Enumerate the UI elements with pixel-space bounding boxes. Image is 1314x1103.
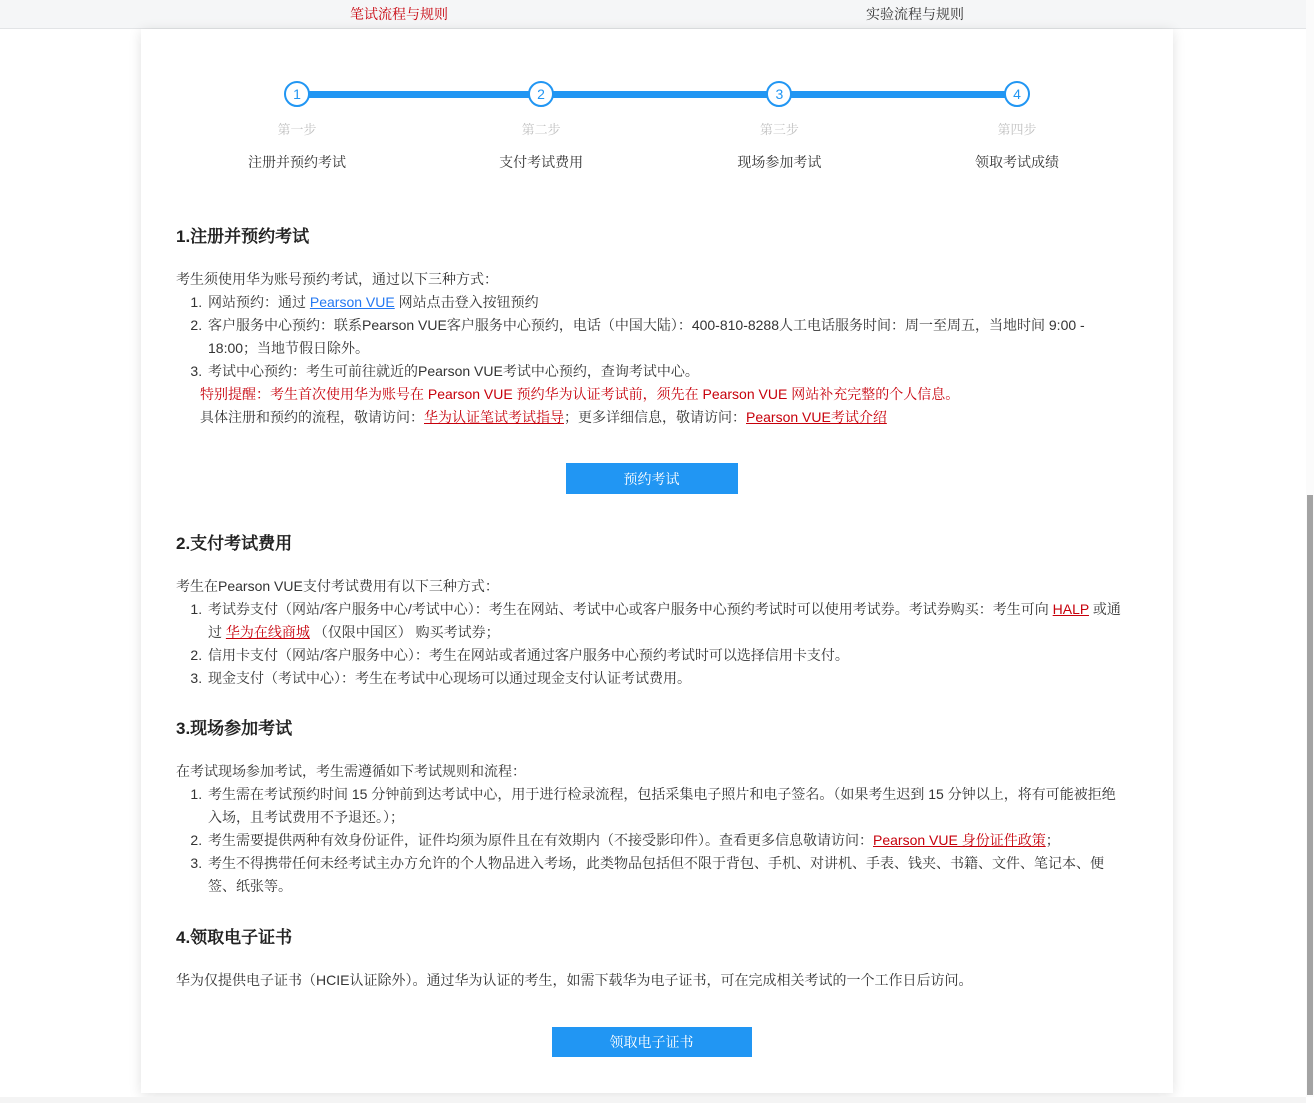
registration-guide-line: [176, 406, 1127, 429]
section3-intro: 在考试现场参加考试，考生需遵循如下考试规则和流程：: [176, 763, 526, 779]
book-exam-button[interactable]: 预约考试: [566, 463, 738, 494]
section3-item-prohibited-items: 3. 考生不得携带任何未经考试主办方允许的个人物品进入考场，此类物品包括但不限于背包、手机、对讲机、手表、钱夹、书籍、文件、笔记本、便签、纸张等。: [206, 852, 1127, 898]
pearson-vue-id-policy-link[interactable]: Pearson VUE 身份证件政策: [873, 832, 1046, 848]
section4-body: 华为仅提供电子证书（HCIE认证除外）。通过华为认证的考生，如需下载华为电子证书，可在完成相关考试的一个工作日后访问。: [176, 972, 973, 988]
step-4-label: 第四步: [997, 122, 1037, 137]
section3-item2-text: 考生需要提供两种有效身份证件，证件均须为原件且在有效期内（不接受影印件）。查看更多信息敬请访问：: [208, 832, 873, 848]
section2-item1-text-mid: 或通过: [208, 601, 1121, 640]
section3-heading: 3.现场参加考试: [176, 719, 293, 738]
section3-item2-text-post: ；: [1045, 832, 1060, 848]
step-1-circle: 1: [284, 81, 310, 107]
section4-heading: 4.领取电子证书: [176, 928, 293, 947]
section2-item-cash-payment: 3. 现金支付（考试中心）：考生在考试中心现场可以通过现金支付认证考试费用。: [206, 667, 1127, 690]
vertical-scrollbar-thumb[interactable]: [1307, 495, 1313, 1095]
step-1-label: 第一步: [277, 122, 317, 137]
exam-process-stepper: [248, 81, 1059, 196]
stepper-step-3: [689, 81, 869, 169]
step-4-circle: 4: [1004, 81, 1030, 107]
guide-text-pre: 具体注册和预约的流程，敬请访问：: [200, 409, 424, 425]
section2-intro: 考生在Pearson VUE支付考试费用有以下三种方式：: [176, 578, 499, 594]
section3-list: [176, 783, 1127, 898]
section2-item1-text: 考试券支付（网站/客户服务中心/考试中心）：考生在网站、考试中心或客户服务中心预约考试时可以使用考试券。考试券购买：考生可向: [208, 601, 1053, 617]
guide-text-mid: ；更多详细信息，敬请访问：: [564, 409, 746, 425]
step-3-circle: 3: [766, 81, 792, 107]
section3-item-id-requirement: [206, 829, 1127, 852]
step-3-name: 现场参加考试: [737, 154, 822, 170]
section1-heading: 1.注册并预约考试: [176, 227, 310, 246]
top-tab-bar: [0, 0, 1314, 29]
section2-list: [176, 598, 1127, 690]
horizontal-scrollbar-track[interactable]: [0, 1097, 1306, 1103]
get-ecertificate-button[interactable]: 领取电子证书: [552, 1027, 752, 1057]
step-4-name: 领取考试成绩: [975, 154, 1059, 170]
step-2-label: 第二步: [521, 122, 561, 137]
tab-lab-exam-rules[interactable]: 实验流程与规则: [866, 6, 964, 22]
written-exam-guide-link[interactable]: 华为认证笔试考试指导: [424, 409, 564, 425]
section1-item-website-booking: [206, 291, 1127, 314]
step-1-name: 注册并预约考试: [248, 154, 346, 170]
pearson-vue-exam-intro-link[interactable]: Pearson VUE考试介绍: [746, 409, 887, 425]
section2-item-credit-card-payment: 2. 信用卡支付（网站/客户服务中心）：考生在网站或者通过客户服务中心预约考试时可以选择信用卡支付。: [206, 644, 1127, 667]
section1-item-service-center-booking: 2. 客户服务中心预约：联系Pearson VUE客户服务中心预约，电话（中国大陆）：400-810-8288人工电话服务时间：周一至周五，当地时间 9:00 - 18:00；当地节假日除外。: [206, 314, 1127, 360]
step-2-name: 支付考试费用: [499, 154, 584, 170]
section1-intro: 考生须使用华为账号预约考试，通过以下三种方式：: [176, 271, 498, 287]
section2-item-voucher-payment: [206, 598, 1127, 644]
section1-list: [176, 291, 1127, 383]
stepper-step-2: [451, 81, 631, 169]
huawei-online-store-link[interactable]: 华为在线商城: [225, 624, 310, 640]
stepper-step-1: [207, 81, 387, 169]
content-card: [141, 29, 1173, 1093]
section3-item-arrival-time: 1. 考生需在考试预约时间 15 分钟前到达考试中心，用于进行检录流程，包括采集电子照片和电子签名。（如果考生迟到 15 分钟以上，将有可能被拒绝入场，且考试费用不予退还。）；: [206, 783, 1127, 829]
vertical-scrollbar-track[interactable]: [1306, 0, 1314, 1097]
section2-item1-text-post: （仅限中国区） 购买考试券；: [309, 624, 500, 640]
pearson-vue-link[interactable]: Pearson VUE: [309, 294, 395, 310]
section1-item-test-center-booking: 3. 考试中心预约：考生可前往就近的Pearson VUE考试中心预约，查询考试中心。: [206, 360, 1127, 383]
tab-written-exam-rules[interactable]: 笔试流程与规则: [350, 6, 448, 22]
stepper-step-4: [927, 81, 1107, 169]
step-2-circle: 2: [528, 81, 554, 107]
section1-item1-text-post: 网站点击登入按钮预约: [394, 294, 539, 310]
step-3-label: 第三步: [759, 122, 799, 137]
special-reminder-text: 特别提醒：考生首次使用华为账号在 Pearson VUE 预约华为认证考试前，须先在 Pearson VUE 网站补充完整的个人信息。: [200, 386, 960, 402]
section1-item1-text: 网站预约：通过: [208, 294, 310, 310]
stepper-connector-line: [303, 91, 1011, 98]
halp-link[interactable]: HALP: [1052, 601, 1089, 617]
section2-heading: 2.支付考试费用: [176, 534, 293, 553]
